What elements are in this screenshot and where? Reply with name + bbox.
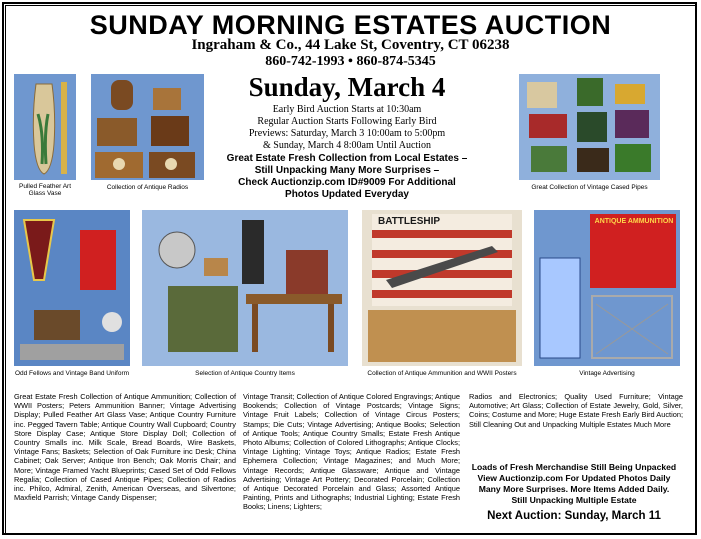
loads-line: Still Unpacking Multiple Estate <box>511 495 637 505</box>
footer-loads <box>469 462 679 506</box>
photo-odd-fellows <box>14 210 130 366</box>
promo-line: Photos Updated Everyday <box>285 189 409 200</box>
next-auction: Next Auction: Sunday, March 11 <box>487 510 661 522</box>
times-line: Previews: Saturday, March 3 10:00am to 5:00pm <box>248 128 446 139</box>
promo-line: Still Unpacking Many More Surprises – <box>254 165 440 176</box>
ammunition-illustration <box>362 210 522 366</box>
promo-text <box>218 153 476 201</box>
body-column-3: Radios and Electronics; Quality Used Furniture; Vintage Automotive; Art Glass; Collection of Estate Jewelry, Gold, Silver, Coins; Costume and More; Huge Estate Fresh Early Bird Auction; Still Cleaning Out and Unpacking Multiple Estates Much More <box>469 392 684 429</box>
loads-line: View Auctionzip.com For Updated Photos Daily <box>477 473 671 483</box>
poster-title: BATTLESHIP <box>378 216 441 227</box>
caption-radios: Collection of Antique Radios <box>106 184 189 191</box>
vase-illustration <box>14 74 76 180</box>
photo-advertising <box>534 210 680 366</box>
times-line: Regular Auction Starts Following Early Bird <box>257 116 437 127</box>
caption-odd-fellows: Odd Fellows and Vintage Band Uniform <box>14 370 130 377</box>
photo-pipes <box>519 74 660 180</box>
auction-phones: 860-742-1993 • 860-874-5345 <box>265 54 436 69</box>
auction-date: Sunday, March 4 <box>248 72 446 102</box>
promo-line: Check Auctionzip.com ID#9009 For Additional <box>238 177 456 188</box>
photo-ammunition <box>362 210 522 366</box>
caption-country-items: Selection of Antique Country Items <box>195 370 295 377</box>
promo-line: Great Estate Fresh Collection from Local Estates – <box>226 153 468 164</box>
advertising-illustration <box>534 210 680 366</box>
page-title: SUNDAY MORNING ESTATES AUCTION <box>89 10 612 40</box>
body-column-1: Great Estate Fresh Collection of Antique Ammunition; Collection of WWII Posters; Peters Ammunition Banner; Vintage Advertising Display; Pulled Feather Art Glass Vase; Antique Country Furniture inc. Pegged Tavern Table; Antique Country Wall Cupboard; Country Store Display Case; Antique Store Display Doll; Collection of Country Smalls inc. Milk Scale, Bread Boards, Wire Baskets, Vintage Fans; Baskets; Selection of Oak Furniture inc Desk; China Cabinet; Oak Server; Antique Iron Bench; Oak Morris Chair; and More; Vintage Framed Yacht Blueprints; Cased Set of Odd Fellows Regalia; Collection of Cased Antique Pipes; Collection of Radios inc. Philco, Admiral, Zenith, American Overseas, and Silvertone; Maxfield Parrish; Vintage Candy Dispenser; <box>14 392 236 503</box>
loads-line: Loads of Fresh Merchandise Still Being Unpacked <box>471 462 677 472</box>
loads-line: Many More Surprises. More Items Added Daily. <box>478 484 670 494</box>
caption-pipes: Great Collection of Vintage Cased Pipes <box>531 184 648 191</box>
ammo-sign: ANTIQUE AMMUNITION <box>594 218 674 225</box>
photo-vase <box>14 74 76 180</box>
times-line: & Sunday, March 4 8:00am Until Auction <box>263 140 431 151</box>
caption-ammunition: Collection of Antique Ammunition and WWII Posters <box>367 370 517 377</box>
body-column-2: Vintage Transit; Collection of Antique Colored Engravings; Antique Bookends; Collection of Vintage Postcards; Vintage Signs; Vintage Fruit Labels; Collection of Vintage Circus Posters; Stamps; Die Cuts; Vintage Advertising; Antique Books; Selection of Antique Tools; Antique Country Smalls; Estate Fresh Antique Photo Albums; Collection of Colored Lithographs; Antique Clocks; Vintage Lighting; Vintage Toys; Antique Radios; Estate Fresh Ephemera Collection; Vintage Magazines; and Much More; Vintage Records; Antique Glassware; Antique and Vintage Advertising; Vintage Art Pottery; Decorated Porcelain; Collection of Antique Decorated Porcelain and Glass; Assorted Antique Painting, Prints and Lithographs; Industrial Lighting; Estate Fresh Books; Linens; Lighters; <box>243 392 460 512</box>
uniform-illustration <box>14 210 130 366</box>
caption-vase: Pulled Feather Art Glass Vase <box>18 183 72 197</box>
photo-country-items <box>142 210 348 366</box>
furniture-illustration <box>142 210 348 366</box>
pipes-illustration <box>519 74 660 180</box>
auction-times <box>222 104 472 152</box>
photo-radios <box>91 74 204 180</box>
caption-advertising: Vintage Advertising <box>579 370 635 377</box>
auction-address: Ingraham & Co., 44 Lake St, Coventry, CT 06238 <box>191 37 510 53</box>
radios-illustration <box>91 74 204 180</box>
times-line: Early Bird Auction Starts at 10:30am <box>272 104 422 115</box>
